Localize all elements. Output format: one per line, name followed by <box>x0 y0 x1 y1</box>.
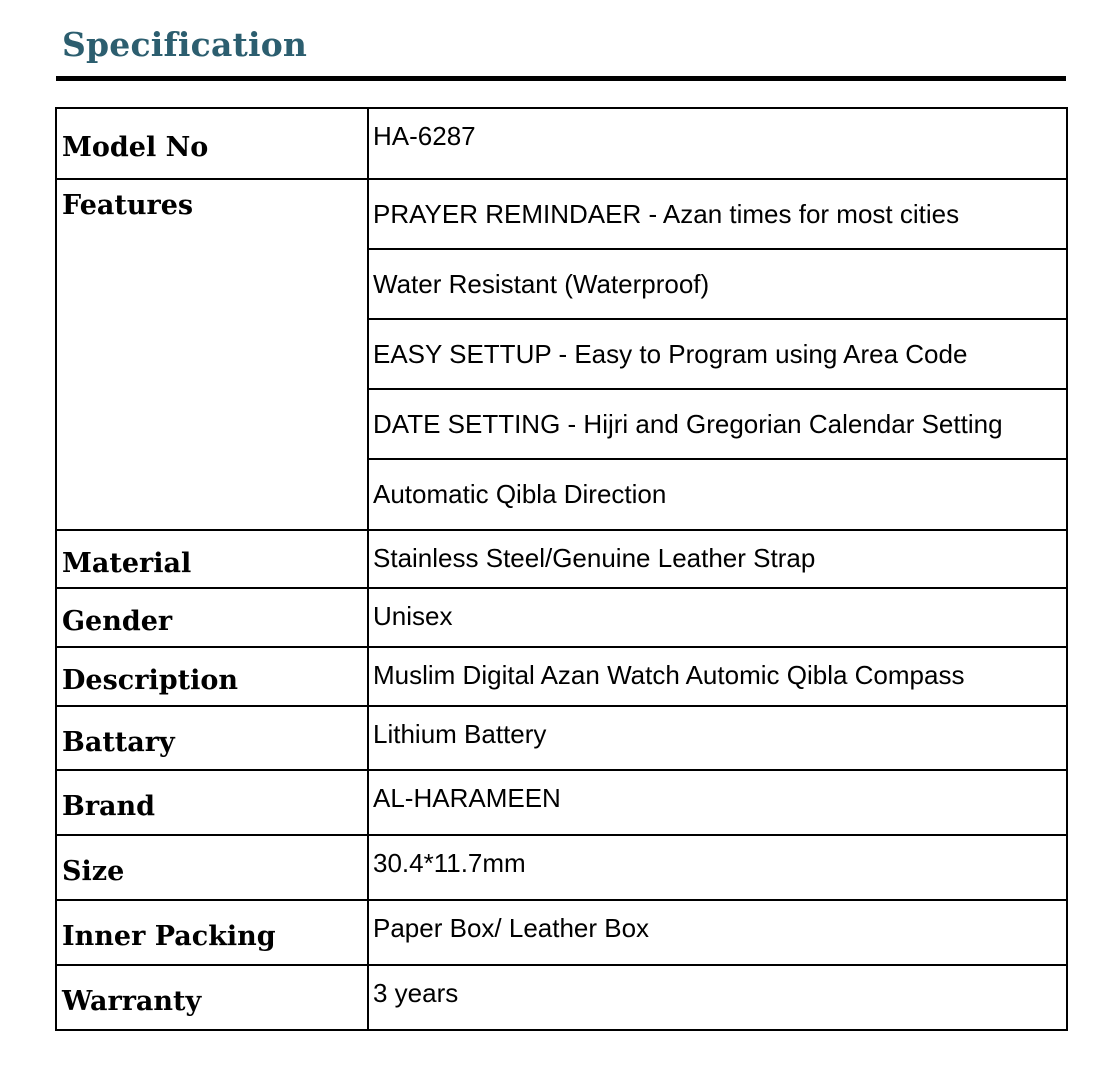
spec-row-gender <box>56 588 1067 647</box>
spec-label-description: Description <box>56 647 368 706</box>
spec-row-battery <box>56 706 1067 770</box>
spec-value-description: Muslim Digital Azan Watch Automic Qibla Compass <box>368 647 1067 706</box>
spec-label-model-no: Model No <box>56 108 368 179</box>
spec-row-inner-packing <box>56 900 1067 965</box>
spec-row-features <box>56 179 1067 249</box>
spec-value-feature-1: PRAYER REMINDAER - Azan times for most cities <box>368 179 1067 249</box>
spec-row-size <box>56 835 1067 900</box>
spec-label-brand: Brand <box>56 770 368 835</box>
spec-value-feature-4: DATE SETTING - Hijri and Gregorian Calendar Setting <box>368 389 1067 459</box>
spec-row-description <box>56 647 1067 706</box>
spec-value-gender: Unisex <box>368 588 1067 647</box>
spec-row-model-no <box>56 108 1067 179</box>
spec-row-material <box>56 530 1067 588</box>
spec-value-material: Stainless Steel/Genuine Leather Strap <box>368 530 1067 588</box>
spec-value-battery: Lithium Battery <box>368 706 1067 770</box>
page-heading: Specification <box>62 25 308 64</box>
spec-row-warranty <box>56 965 1067 1030</box>
spec-label-features: Features <box>56 179 368 530</box>
spec-value-brand: AL-HARAMEEN <box>368 770 1067 835</box>
spec-label-battery: Battary <box>56 706 368 770</box>
spec-value-inner-packing: Paper Box/ Leather Box <box>368 900 1067 965</box>
spec-value-feature-5: Automatic Qibla Direction <box>368 459 1067 530</box>
spec-label-gender: Gender <box>56 588 368 647</box>
specification-table <box>55 107 1068 1031</box>
spec-label-inner-packing: Inner Packing <box>56 900 368 965</box>
spec-value-size: 30.4*11.7mm <box>368 835 1067 900</box>
spec-value-feature-2: Water Resistant (Waterproof) <box>368 249 1067 319</box>
spec-label-size: Size <box>56 835 368 900</box>
spec-row-brand <box>56 770 1067 835</box>
spec-value-feature-3: EASY SETTUP - Easy to Program using Area Code <box>368 319 1067 389</box>
spec-label-material: Material <box>56 530 368 588</box>
heading-divider <box>56 76 1066 81</box>
spec-value-model-no: HA-6287 <box>368 108 1067 179</box>
spec-value-warranty: 3 years <box>368 965 1067 1030</box>
spec-label-warranty: Warranty <box>56 965 368 1030</box>
